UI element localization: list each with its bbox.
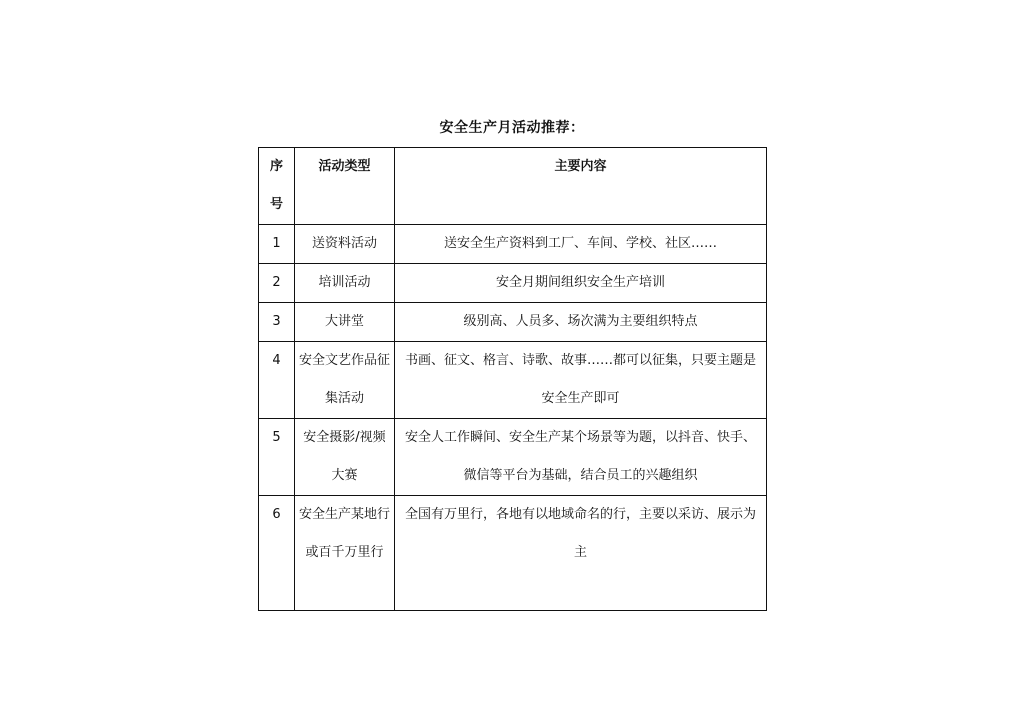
table-row — [259, 496, 767, 611]
document-title: 安全生产月活动推荐： — [439, 120, 585, 136]
cell-type: 安全生产某地行或百千万里行 — [295, 496, 395, 611]
header-content: 主要内容 — [395, 148, 767, 225]
cell-type: 送资料活动 — [295, 225, 395, 264]
cell-content: 书画、征文、格言、诗歌、故事……都可以征集，只要主题是安全生产即可 — [395, 342, 767, 419]
cell-content: 安全月期间组织安全生产培训 — [395, 264, 767, 303]
table-row — [259, 419, 767, 496]
cell-type: 培训活动 — [295, 264, 395, 303]
activities-table — [258, 147, 767, 611]
table-row — [259, 303, 767, 342]
cell-type: 安全摄影/视频大赛 — [295, 419, 395, 496]
cell-seq: 4 — [259, 342, 295, 419]
cell-seq: 2 — [259, 264, 295, 303]
cell-content: 级别高、人员多、场次满为主要组织特点 — [395, 303, 767, 342]
cell-content: 全国有万里行，各地有以地域命名的行，主要以采访、展示为主 — [395, 496, 767, 611]
table-row — [259, 342, 767, 419]
cell-seq: 1 — [259, 225, 295, 264]
header-type: 活动类型 — [295, 148, 395, 225]
cell-type: 安全文艺作品征集活动 — [295, 342, 395, 419]
table-row — [259, 225, 767, 264]
table-header-row — [259, 148, 767, 225]
cell-seq: 6 — [259, 496, 295, 611]
cell-seq: 3 — [259, 303, 295, 342]
cell-seq: 5 — [259, 419, 295, 496]
cell-content: 安全人工作瞬间、安全生产某个场景等为题，以抖音、快手、微信等平台为基础，结合员工的兴趣组织 — [395, 419, 767, 496]
table-row — [259, 264, 767, 303]
cell-type: 大讲堂 — [295, 303, 395, 342]
header-seq: 序号 — [259, 148, 295, 225]
cell-content: 送安全生产资料到工厂、车间、学校、社区…… — [395, 225, 767, 264]
